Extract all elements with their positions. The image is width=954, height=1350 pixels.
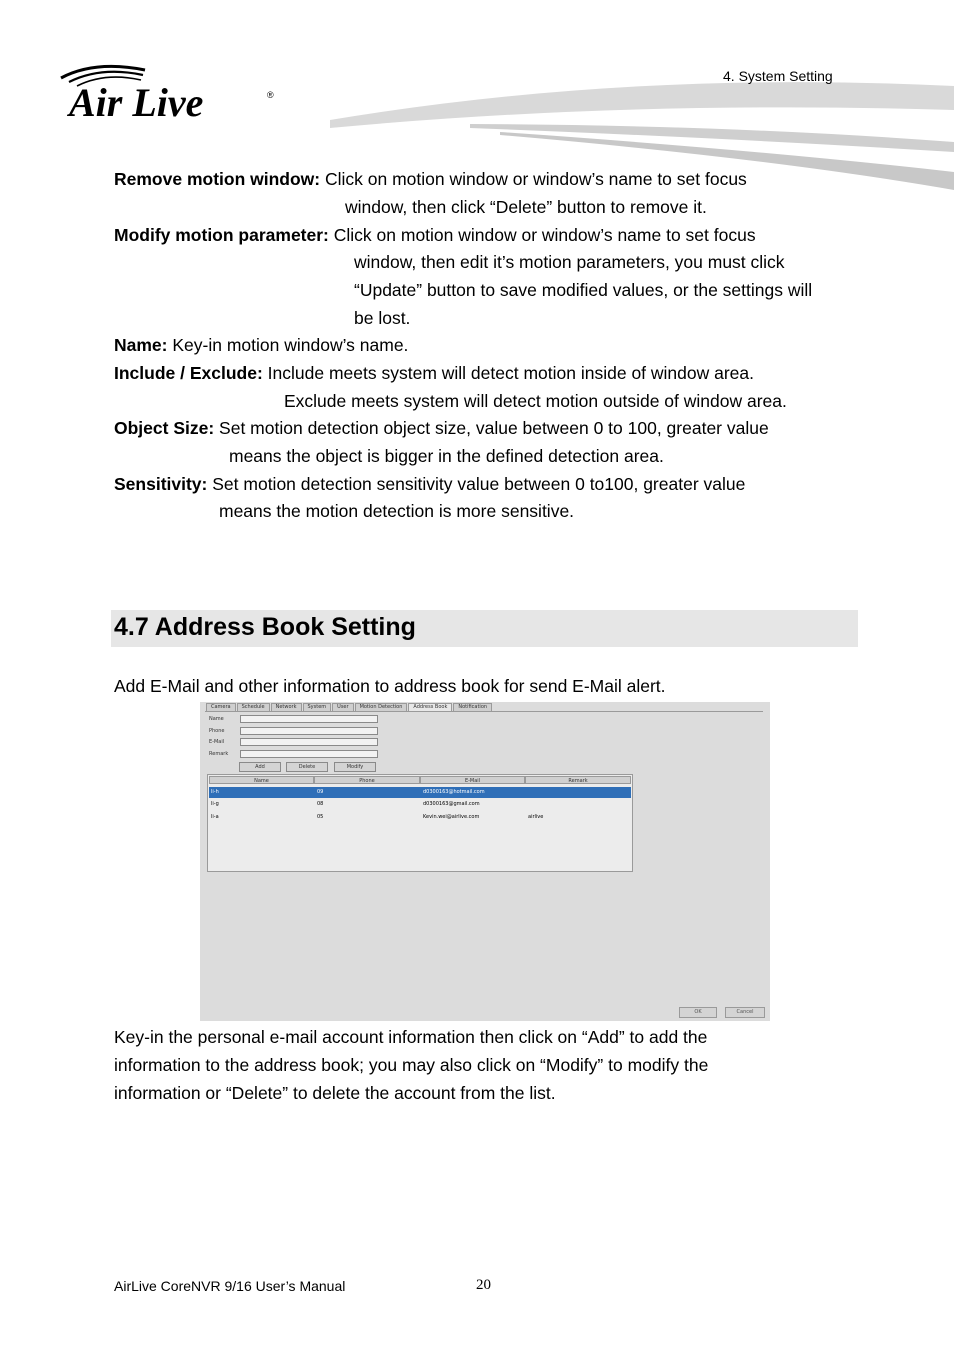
- remark-label: Remark: [209, 751, 229, 757]
- definition-modify-parameter: Modify motion parameter: Click on motion window or window’s name to set focus: [114, 225, 756, 245]
- remark-field[interactable]: [240, 750, 378, 758]
- tab-camera[interactable]: Camera: [206, 703, 236, 711]
- email-field[interactable]: [240, 738, 378, 746]
- column-header-email[interactable]: E-Mail: [420, 776, 525, 784]
- cell-email: d0300163@gmail.com: [423, 801, 480, 807]
- email-label: E-Mail: [209, 739, 225, 745]
- definition-line: window, then edit it’s motion parameters, you must click: [354, 252, 785, 272]
- section-reference: 4. System Setting: [723, 68, 833, 84]
- tab-network[interactable]: Network: [271, 703, 302, 711]
- definition-line: be lost.: [354, 308, 411, 328]
- definition-term: Modify motion parameter:: [114, 225, 329, 245]
- cell-phone: 05: [317, 814, 324, 820]
- column-header-remark[interactable]: Remark: [525, 776, 631, 784]
- tab-user[interactable]: User: [332, 703, 353, 711]
- tab-system[interactable]: System: [303, 703, 332, 711]
- modify-button[interactable]: Modify: [334, 762, 376, 772]
- definition-line: means the object is bigger in the defined detection area.: [229, 446, 664, 466]
- settings-tabs: [206, 703, 493, 711]
- tab-notification[interactable]: Notification: [453, 703, 492, 711]
- phone-field[interactable]: [240, 727, 378, 735]
- column-header-phone[interactable]: Phone: [314, 776, 420, 784]
- cell-remark: airlive: [528, 814, 544, 820]
- table-row[interactable]: [209, 799, 631, 810]
- ok-button[interactable]: OK: [679, 1007, 717, 1018]
- svg-text:Air Live: Air Live: [69, 80, 204, 125]
- definition-include-exclude: Include / Exclude: Include meets system will detect motion inside of window area.: [114, 363, 755, 383]
- definition-remove-window: Remove motion window: Click on motion window or window’s name to set focus: [114, 169, 747, 189]
- section-heading: 4.7 Address Book Setting: [114, 613, 416, 641]
- section-intro: Add E-Mail and other information to address book for send E-Mail alert.: [114, 676, 666, 696]
- tab-schedule[interactable]: Schedule: [237, 703, 270, 711]
- definition-term: Include / Exclude:: [114, 363, 263, 383]
- phone-label: Phone: [209, 728, 225, 734]
- cancel-button[interactable]: Cancel: [725, 1007, 765, 1018]
- table-row[interactable]: [209, 787, 631, 798]
- definition-line: means the motion detection is more sensitive.: [219, 501, 575, 521]
- cell-name: li-g: [211, 801, 219, 807]
- cell-name: li-h: [211, 789, 219, 795]
- definition-term: Name:: [114, 335, 168, 355]
- definition-line: “Update” button to save modified values, or the settings will: [354, 280, 813, 300]
- page-number: 20: [476, 1277, 491, 1293]
- address-book-screenshot: [200, 702, 770, 1021]
- definition-sensitivity: Sensitivity: Set motion detection sensitivity value between 0 to100, greater value: [114, 474, 746, 494]
- column-header-name[interactable]: Name: [209, 776, 314, 784]
- cell-email: Kevin.wei@airlive.com: [423, 814, 480, 820]
- body-paragraph-line: information to the address book; you may also click on “Modify” to modify the: [114, 1055, 709, 1075]
- definition-term: Object Size:: [114, 418, 215, 438]
- table-row[interactable]: [209, 812, 631, 823]
- body-paragraph-line: information or “Delete” to delete the account from the list.: [114, 1083, 556, 1103]
- svg-text:®: ®: [267, 90, 274, 100]
- definition-term: Remove motion window:: [114, 169, 321, 189]
- address-table: [207, 774, 633, 872]
- tab-motion-detection[interactable]: Motion Detection: [355, 703, 408, 711]
- definition-line: window, then click “Delete” button to remove it.: [345, 197, 707, 217]
- add-button[interactable]: Add: [239, 762, 281, 772]
- airlive-logo: [55, 58, 285, 128]
- cell-email: d0300163@hotmail.com: [423, 789, 485, 795]
- definition-line: Exclude meets system will detect motion outside of window area.: [284, 391, 787, 411]
- tab-divider: [205, 711, 763, 712]
- cell-phone: 09: [317, 789, 324, 795]
- name-label: Name: [209, 716, 224, 722]
- tab-address-book[interactable]: Address Book: [408, 703, 452, 711]
- cell-phone: 08: [317, 801, 324, 807]
- delete-button[interactable]: Delete: [286, 762, 328, 772]
- body-paragraph-line: Key-in the personal e-mail account information then click on “Add” to add the: [114, 1027, 708, 1047]
- name-field[interactable]: [240, 715, 378, 723]
- definition-object-size: Object Size: Set motion detection object size, value between 0 to 100, greater value: [114, 418, 769, 438]
- footer-manual-title: AirLive CoreNVR 9/16 User’s Manual: [114, 1278, 346, 1294]
- definition-term: Sensitivity:: [114, 474, 208, 494]
- definition-name: Name: Key-in motion window’s name.: [114, 335, 409, 355]
- cell-name: li-a: [211, 814, 219, 820]
